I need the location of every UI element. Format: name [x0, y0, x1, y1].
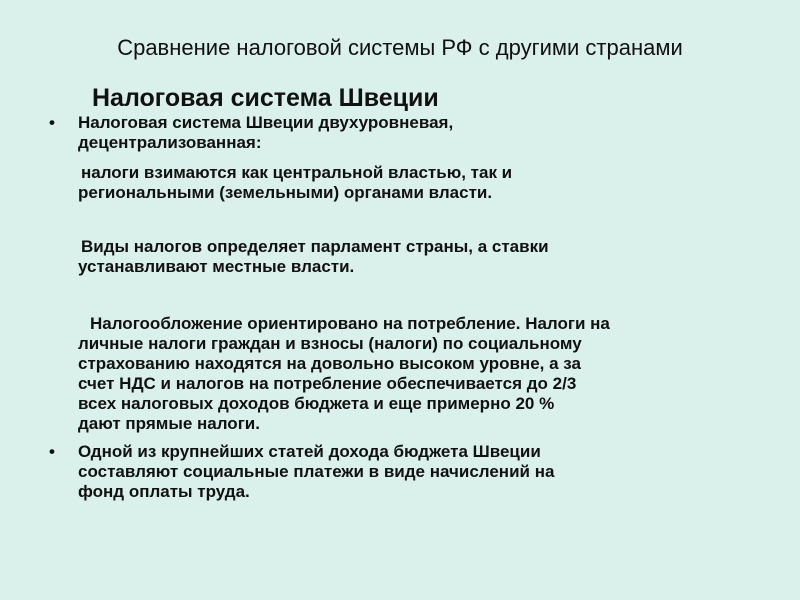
- body-paragraph: [78, 314, 768, 434]
- text-line: устанавливают местные власти.: [78, 257, 355, 276]
- text-line: личные налоги граждан и взносы (налоги) по социальному: [78, 334, 582, 353]
- text-line: региональными (земельными) органами власти.: [78, 183, 493, 202]
- body-paragraph: [78, 163, 768, 203]
- text-line: дают прямые налоги.: [78, 414, 260, 433]
- text-line: Одной из крупнейших статей дохода бюджета Швеции: [78, 442, 541, 461]
- bullet-paragraph: [78, 442, 768, 502]
- section-heading: Налоговая система Швеции: [92, 84, 439, 112]
- text-line: Виды налогов определяет парламент страны, а ставки: [81, 237, 549, 256]
- text-line: страхованию находятся на довольно высоком уровне, а за: [78, 354, 581, 373]
- text-line: всех налоговых доходов бюджета и еще примерно 20 %: [78, 394, 555, 413]
- text-line: счет НДС и налогов на потребление обеспечивается до 2/3: [78, 374, 577, 393]
- bullet-marker: •: [49, 442, 55, 461]
- text-line: составляют социальные платежи в виде начислений на: [78, 462, 555, 481]
- text-line: децентрализованная:: [78, 133, 262, 152]
- body-paragraph: [78, 237, 768, 277]
- text-line: фонд оплаты труда.: [78, 482, 250, 501]
- text-line: Налогообложение ориентировано на потребление. Налоги на: [90, 314, 610, 333]
- bullet-marker: •: [49, 113, 55, 132]
- slide-title: Сравнение налоговой системы РФ с другими странами: [117, 35, 683, 60]
- text-line: налоги взимаются как центральной властью, так и: [81, 163, 513, 182]
- text-line: Налоговая система Швеции двухуровневая,: [78, 113, 454, 132]
- bullet-paragraph: [78, 113, 768, 153]
